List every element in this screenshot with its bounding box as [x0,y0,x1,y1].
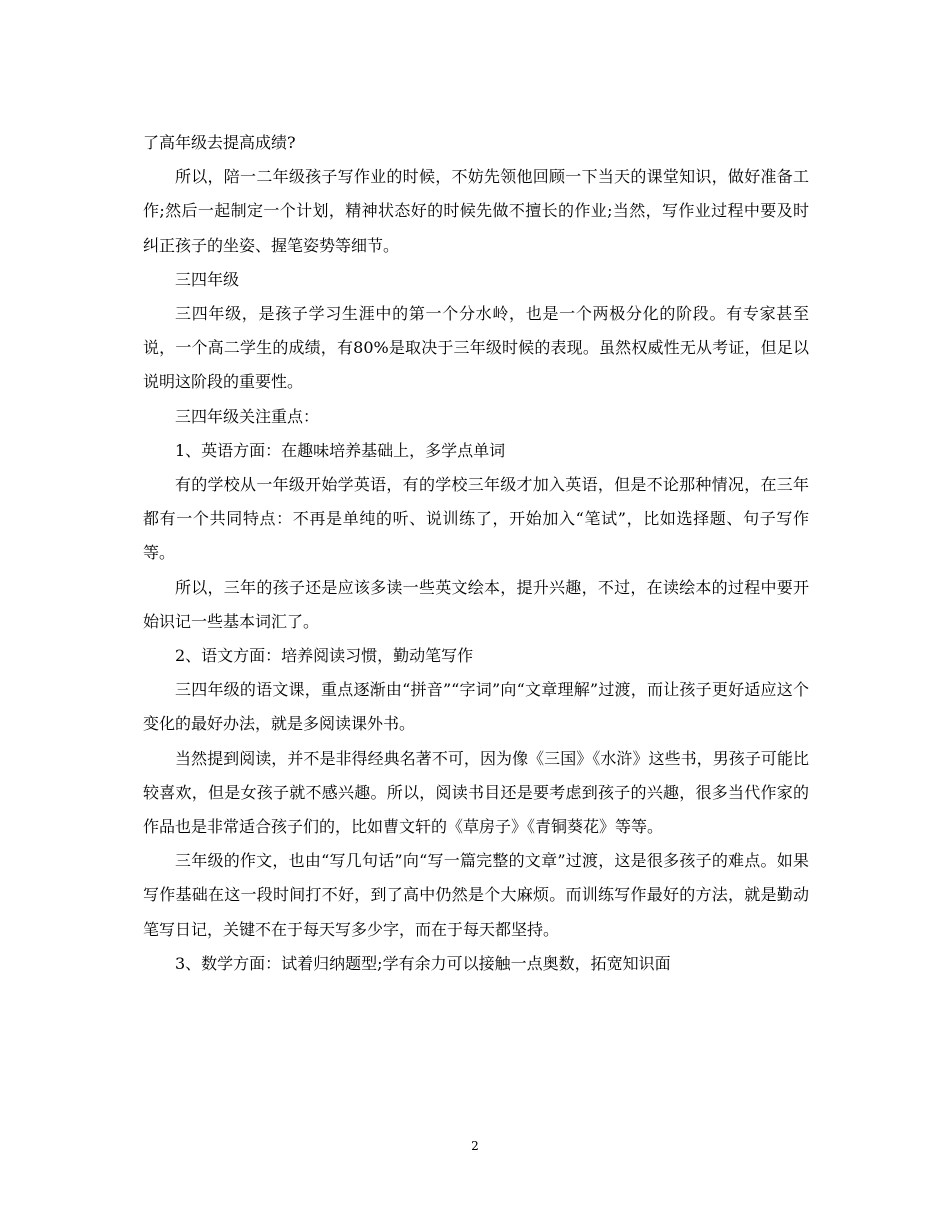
list-item-chinese: 2、语文方面：培养阅读习惯，勤动笔写作 [175,646,474,666]
paragraph-grade-3-4-intro: 三四年级，是孩子学习生涯中的第一个分水岭，也是一个两极分化的阶段。有专家甚至说，一个高二学生的成绩，有80%是取决于三年级时候的表现。虽然权威性无从考证，但足以说明这阶段的重要性。 [143,304,809,392]
subheading-focus-points: 三四年级关注重点： [175,406,320,426]
paragraph-writing-advice: 三年级的作文，也由“写几句话”向“写一篇完整的文章”过渡，这是很多孩子的难点。如果写作基础在这一段时间打不好，到了高中仍然是个大麻烦。而训练写作最好的方法，就是勤动笔写日记，关键不在于每天写多少字，而在于每天都坚持。 [143,851,809,939]
paragraph-english-detail: 有的学校从一年级开始学英语，有的学校三年级才加入英语，但是不论那种情况，在三年都有一个共同特点：不再是单纯的听、说训练了，开始加入“笔试”，比如选择题、句子写作等。 [143,475,809,563]
page-number: 2 [471,1139,479,1153]
paragraph-homework-advice: 所以，陪一二年级孩子写作业的时候，不妨先领他回顾一下当天的课堂知识，做好准备工作;然后一起制定一个计划，精神状态好的时候先做不擅长的作业;当然，写作业过程中要及时纠正孩子的坐姿、握笔姿势等细节。 [143,167,809,255]
list-item-english: 1、英语方面：在趣味培养基础上，多学点单词 [175,440,506,460]
paragraph-continuation: 了高年级去提高成绩? [143,133,296,152]
list-item-math: 3、数学方面：试着归纳题型;学有余力可以接触一点奥数，拓宽知识面 [175,953,671,973]
section-heading-grade-3-4: 三四年级 [175,269,240,289]
paragraph-reading-advice: 当然提到阅读，并不是非得经典名著不可，因为像《三国》《水浒》这些书，男孩子可能比较喜欢，但是女孩子就不感兴趣。所以，阅读书目还是要考虑到孩子的兴趣，很多当代作家的作品也是非常适合孩子们的，比如曹文轩的《草房子》《青铜葵花》等等。 [143,748,809,837]
paragraph-english-advice: 所以，三年的孩子还是应该多读一些英文绘本，提升兴趣，不过，在读绘本的过程中要开始识记一些基本词汇了。 [143,577,809,631]
document-body [143,126,809,981]
paragraph-chinese-detail: 三四年级的语文课，重点逐渐由“拼音”“字词”向“文章理解”过渡，而让孩子更好适应这个变化的最好办法，就是多阅读课外书。 [143,680,809,734]
